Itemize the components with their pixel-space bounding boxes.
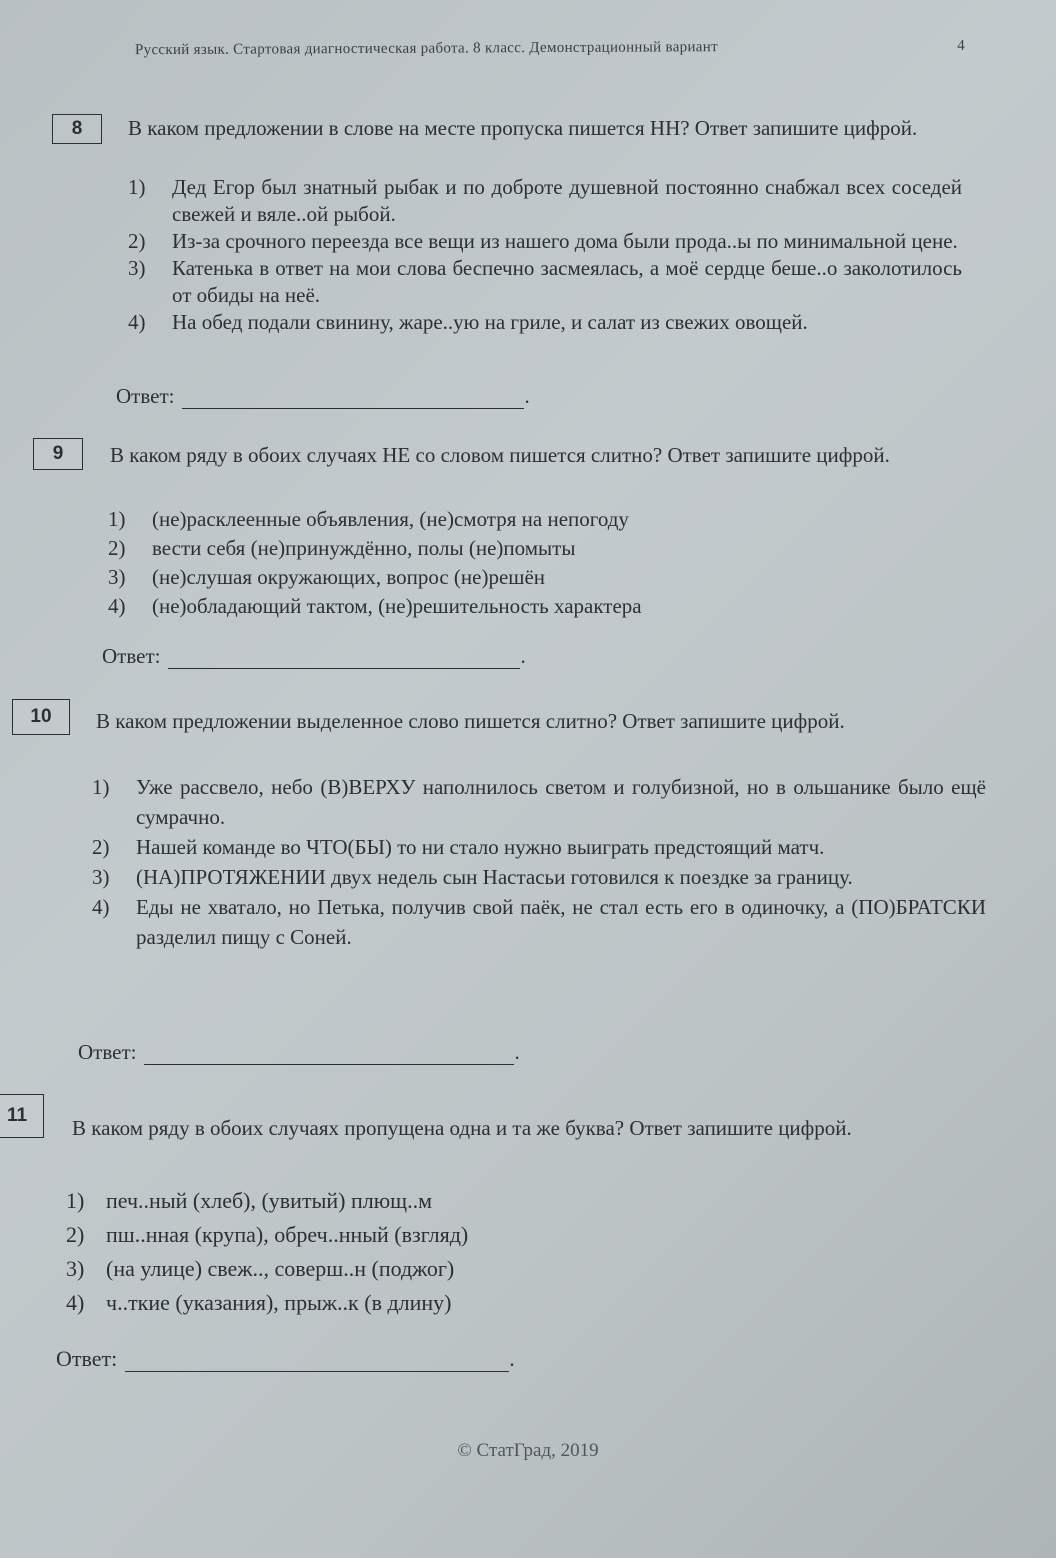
- list-item: [128, 255, 962, 309]
- answer-row: Ответ: .: [78, 1040, 520, 1064]
- task-question: [110, 441, 974, 470]
- answer-label: Ответ:: [78, 1040, 137, 1064]
- option-text: Из-за срочного переезда все вещи из нашего дома были прода..ы по минимальной цене.: [172, 229, 958, 253]
- list-item: [108, 592, 972, 621]
- option-text: (не)обладающий тактом, (не)решительность характера: [152, 594, 642, 618]
- answer-label: Ответ:: [56, 1346, 118, 1371]
- question-text: В каком предложении выделенное слово пишется слитно? Ответ запишите цифрой.: [96, 709, 845, 733]
- option-number: 2): [108, 536, 126, 560]
- page-header: [135, 38, 965, 59]
- options-list: [92, 772, 986, 952]
- list-item: [92, 862, 986, 892]
- list-item: [108, 534, 972, 563]
- list-item: [92, 892, 986, 952]
- list-item: [128, 228, 962, 255]
- option-number: 1): [66, 1188, 85, 1213]
- option-text: (не)расклеенные объявления, (не)смотря на непогоду: [152, 507, 629, 531]
- option-text: вести себя (не)принуждённо, полы (не)помыты: [152, 536, 576, 560]
- question-text: В каком предложении в слове на месте пропуска пишется НН? Ответ запишите цифрой.: [128, 116, 918, 140]
- option-text: Катенька в ответ на мои слова беспечно засмеялась, а моё сердце беше..о заколотилось от обиды на неё.: [172, 256, 962, 307]
- option-number: 4): [66, 1290, 85, 1315]
- option-number: 3): [108, 565, 126, 589]
- answer-row: Ответ: .: [56, 1346, 515, 1371]
- task-number-box: 11: [0, 1094, 44, 1138]
- answer-row: Ответ: .: [102, 644, 526, 668]
- option-number: 2): [92, 835, 110, 859]
- option-text: Уже рассвело, небо (В)ВЕРХУ наполнилось светом и голубизной, но в ольшанике было ещё сумрачно.: [136, 775, 986, 829]
- list-item: [92, 772, 986, 832]
- option-number: 2): [66, 1222, 85, 1247]
- task-question: [72, 1112, 1000, 1144]
- answer-field[interactable]: [125, 1353, 509, 1372]
- copyright-footer: © СтатГрад, 2019: [457, 1440, 599, 1461]
- task-question: [96, 706, 986, 736]
- answer-field[interactable]: [182, 390, 524, 409]
- options-list: [108, 505, 972, 621]
- option-number: 4): [108, 594, 126, 618]
- page-number: 4: [957, 37, 966, 54]
- option-number: 1): [128, 175, 146, 199]
- list-item: [66, 1286, 966, 1320]
- answer-field[interactable]: [144, 1046, 514, 1065]
- list-item: [66, 1218, 966, 1252]
- option-number: 1): [108, 507, 126, 531]
- task-number-box: 9: [33, 438, 83, 470]
- option-text: На обед подали свинину, жаре..ую на гриле, и салат из свежих овощей.: [172, 310, 808, 334]
- list-item: [108, 505, 972, 534]
- list-item: [92, 832, 986, 862]
- question-text: В каком ряду в обоих случаях пропущена одна и та же буква? Ответ запишите цифрой.: [72, 1116, 852, 1140]
- option-text: пш..нная (крупа), обреч..нный (взгляд): [106, 1222, 469, 1247]
- list-item: [128, 174, 962, 228]
- task-number-box: 8: [52, 114, 102, 144]
- answer-label: Ответ:: [116, 384, 175, 408]
- question-text: В каком ряду в обоих случаях НЕ со словом пишется слитно? Ответ запишите цифрой.: [110, 443, 890, 467]
- list-item: [66, 1252, 966, 1286]
- task-question: [128, 114, 962, 143]
- answer-row: Ответ: .: [116, 384, 530, 408]
- option-number: 3): [128, 256, 146, 280]
- option-number: 4): [92, 895, 110, 919]
- list-item: [108, 563, 972, 592]
- option-text: печ..ный (хлеб), (увитый) плющ..м: [106, 1188, 433, 1213]
- option-text: Еды не хватало, но Петька, получив свой паёк, не стал есть его в одиночку, а (ПО)БРАТСКИ разделил пищу с Соней.: [136, 895, 986, 949]
- answer-label: Ответ:: [102, 644, 161, 668]
- list-item: [128, 309, 962, 336]
- option-number: 3): [66, 1256, 85, 1281]
- header-title: Русский язык. Стартовая диагностическая работа. 8 класс. Демонстрационный вариант: [134, 39, 718, 59]
- list-item: [66, 1184, 966, 1218]
- option-text: Дед Егор был знатный рыбак и по доброте душевной постоянно снабжал всех соседей свежей и вяле..ой рыбой.: [172, 175, 962, 226]
- option-text: ч..ткие (указания), прыж..к (в длину): [106, 1290, 452, 1315]
- options-list: [66, 1184, 966, 1320]
- option-number: 3): [92, 865, 110, 889]
- option-number: 2): [128, 229, 146, 253]
- task-number-box: 10: [12, 699, 70, 735]
- option-text: (на улице) свеж.., соверш..н (поджог): [106, 1256, 455, 1281]
- options-list: [128, 174, 962, 336]
- option-text: (не)слушая окружающих, вопрос (не)решён: [152, 565, 546, 589]
- option-text: Нашей команде во ЧТО(БЫ) то ни стало нужно выиграть предстоящий матч.: [136, 835, 825, 859]
- option-number: 4): [128, 310, 146, 334]
- answer-field[interactable]: [168, 650, 520, 669]
- option-text: (НА)ПРОТЯЖЕНИИ двух недель сын Настасьи готовился к поездке за границу.: [136, 865, 853, 889]
- option-number: 1): [92, 775, 110, 799]
